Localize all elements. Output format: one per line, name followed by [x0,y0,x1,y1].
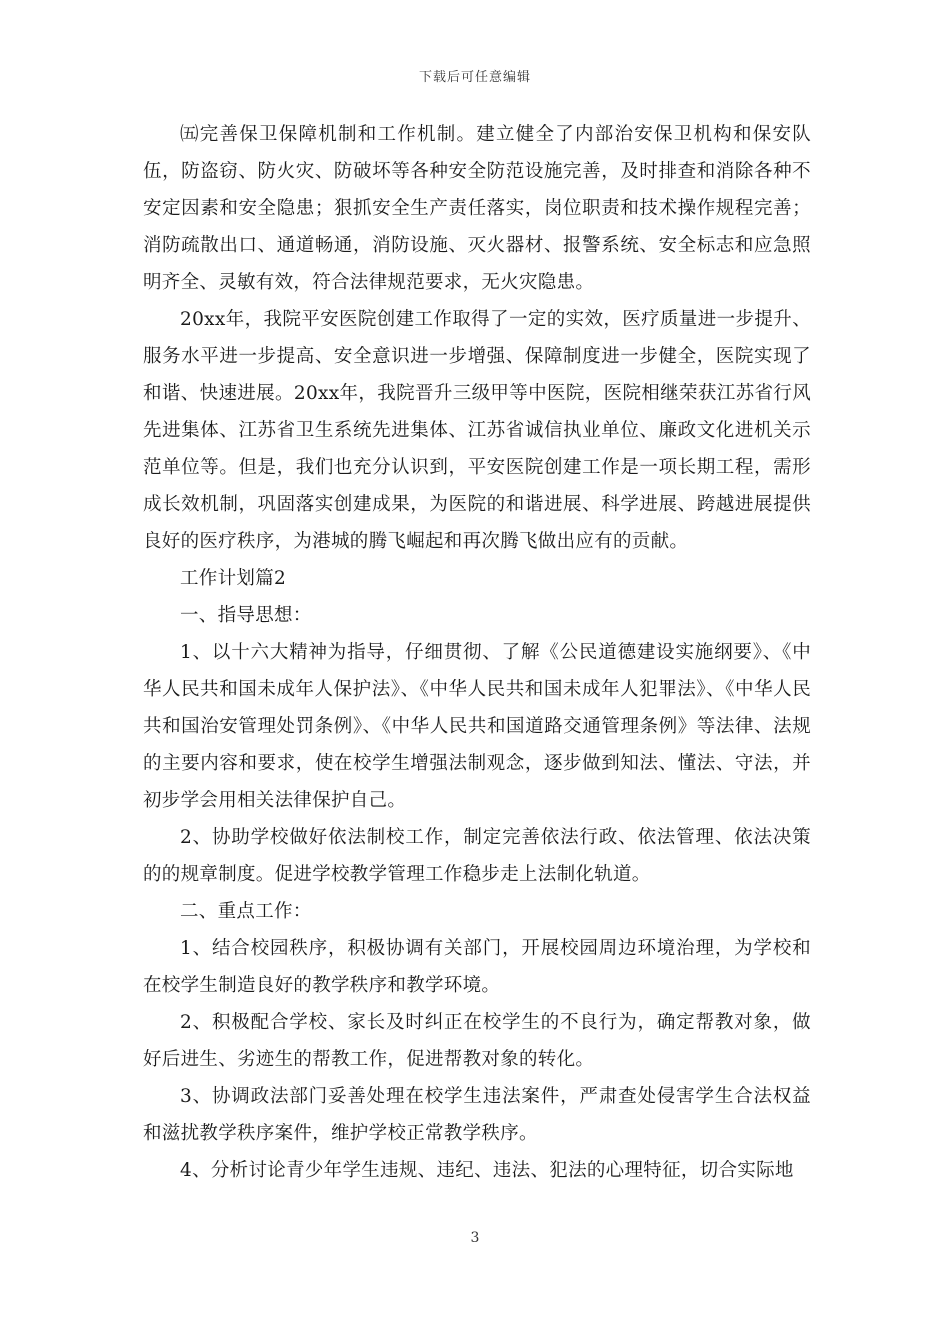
paragraph-hospital-summary: 20xx年，我院平安医院创建工作取得了一定的实效，医疗质量进一步提升、服务水平进一步提高、安全意识进一步增强、保障制度进一步健全，医院实现了和谐、快速进展。20xx年，我院晋升三级甲等中医院，医院相继荣获江苏省行风先进集体、江苏省卫生系统先进集体、江苏省诚信执业单位、廉政文化进机关示范单位等。但是，我们也充分认识到，平安医院创建工作是一项长期工程，需形成长效机制，巩固落实创建成果，为医院的和谐进展、科学进展、跨越进展提供良好的医疗秩序，为港城的腾飞崛起和再次腾飞做出应有的贡献。 [143,309,811,552]
page-header: 下载后可任意编辑 [418,70,531,85]
section-title-work-plan-2: 工作计划篇2 [180,568,287,589]
paragraph-key-work-2: 2、积极配合学校、家长及时纠正在校学生的不良行为，确定帮教对象，做好后进生、劣迹生的帮教工作，促进帮教对象的转化。 [143,1012,811,1070]
paragraph-guiding-2: 2、协助学校做好依法制校工作，制定完善依法行政、依法管理、依法决策的的规章制度。促进学校教学管理工作稳步走上法制化轨道。 [143,827,811,885]
paragraph-security-mechanism: ㈤完善保卫保障机制和工作机制。建立健全了内部治安保卫机构和保安队伍，防盗窃、防火灾、防破坏等各种安全防范设施完善，及时排查和消除各种不安定因素和安全隐患；狠抓安全生产责任落实，岗位职责和技术操作规程完善；消防疏散出口、通道畅通，消防设施、灭火器材、报警系统、安全标志和应急照明齐全、灵敏有效，符合法律规范要求，无火灾隐患。 [143,124,811,293]
page-number: 3 [470,1230,480,1246]
document-body [143,116,811,1189]
paragraph-key-work-3: 3、协调政法部门妥善处理在校学生违法案件，严肃查处侵害学生合法权益和滋扰教学秩序案件，维护学校正常教学秩序。 [143,1086,811,1144]
paragraph-key-work-1: 1、结合校园秩序，积极协调有关部门，开展校园周边环境治理，为学校和在校学生制造良好的教学秩序和教学环境。 [143,938,811,996]
heading-key-work: 二、重点工作： [180,901,312,922]
paragraph-guiding-1: 1、以十六大精神为指导，仔细贯彻、了解《公民道德建设实施纲要》、《中华人民共和国未成年人保护法》、《中华人民共和国未成年人犯罪法》、《中华人民共和国治安管理处罚条例》、《中华人民共和国道路交通管理条例》等法律、法规的主要内容和要求，使在校学生增强法制观念，逐步做到知法、懂法、守法，并初步学会用相关法律保护自己。 [143,642,811,811]
heading-guiding-ideology: 一、指导思想： [180,605,312,626]
paragraph-key-work-4: 4、分析讨论青少年学生违规、违纪、违法、犯法的心理特征，切合实际地 [180,1160,794,1181]
